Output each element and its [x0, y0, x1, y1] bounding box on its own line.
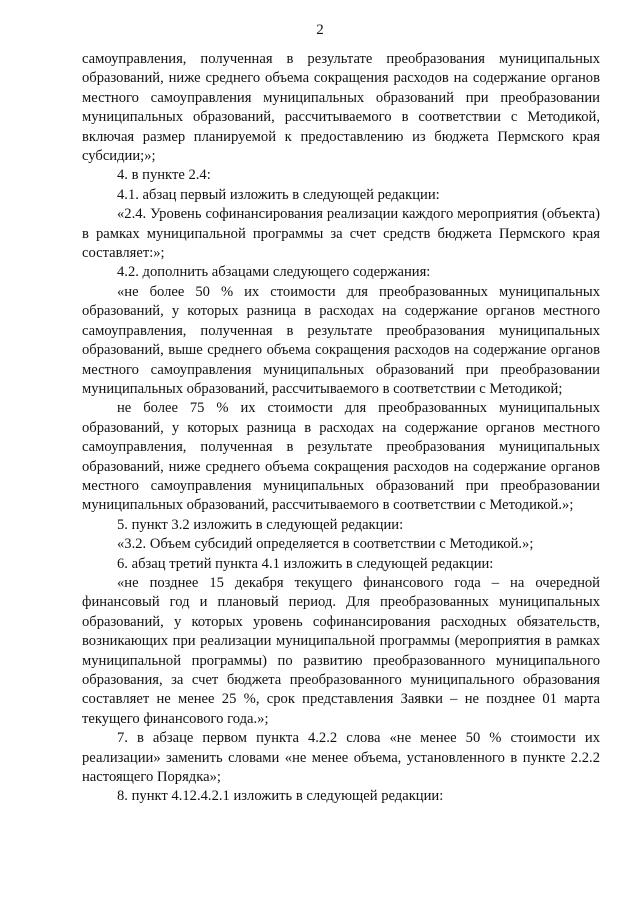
paragraph: не более 75 % их стоимости для преобразованных муниципальных образований, у которых разница в расходах на содержание органов местного самоуправления, полученная в результате преобразования муниципальных образований, ниже среднего объема сокращения расходов на содержание органов местного самоуправления муниципальных образований при преобразовании муниципальных образований, рассчитываемого в соответствии с Методикой.»; [82, 400, 600, 514]
paragraph: 8. пункт 4.12.4.2.1 изложить в следующей редакции: [117, 788, 444, 805]
paragraph: 5. пункт 3.2 изложить в следующей редакции: [117, 516, 404, 533]
document-body [82, 50, 600, 807]
paragraph: 4.2. дополнить абзацами следующего содержания: [117, 264, 431, 281]
page-number: 2 [316, 22, 324, 38]
paragraph: «3.2. Объем субсидий определяется в соответствии с Методикой.»; [117, 536, 534, 553]
paragraph: 6. абзац третий пункта 4.1 изложить в следующей редакции: [117, 555, 494, 572]
paragraph: самоуправления, полученная в результате преобразования муниципальных образований, ниже среднего объема сокращения расходов на содержание органов местного самоуправления муниципальных образований при преобразовании муниципальных образований, рассчитываемого в соответствии с Методикой, включая размер планируемой к предоставлению из бюджета Пермского края субсидии;»; [82, 51, 600, 165]
paragraph: «не более 50 % их стоимости для преобразованных муниципальных образований, у которых разница в расходах на содержание органов местного самоуправления, полученная в результате преобразования муниципальных образований, выше среднего объема сокращения расходов на содержание органов местного самоуправления муниципальных образований при преобразовании муниципальных образований, рассчитываемого в соответствии с Методикой; [82, 283, 600, 397]
paragraph: «2.4. Уровень софинансирования реализации каждого мероприятия (объекта) в рамках муниципальной программы за счет средств бюджета Пермского края составляет:»; [82, 206, 600, 262]
paragraph: 4. в пункте 2.4: [117, 167, 211, 184]
paragraph: 4.1. абзац первый изложить в следующей редакции: [117, 186, 440, 203]
paragraph: 7. в абзаце первом пункта 4.2.2 слова «не менее 50 % стоимости их реализации» заменить словами «не менее объема, установленного в пункте 2.2.2 настоящего Порядка»; [82, 730, 600, 786]
paragraph: «не позднее 15 декабря текущего финансового года – на очередной финансовый год и плановый период. Для преобразованных муниципальных образований, у которых уровень софинансирования расходных обязательств, возникающих при реализации муниципальной программы (мероприятия в рамках муниципальной программы) по развитию преобразованного муниципального образования, за счет бюджета преобразованного муниципального образования составляет не менее 25 %, срок представления Заявки – не позднее 01 марта текущего финансового года.»; [82, 574, 600, 727]
